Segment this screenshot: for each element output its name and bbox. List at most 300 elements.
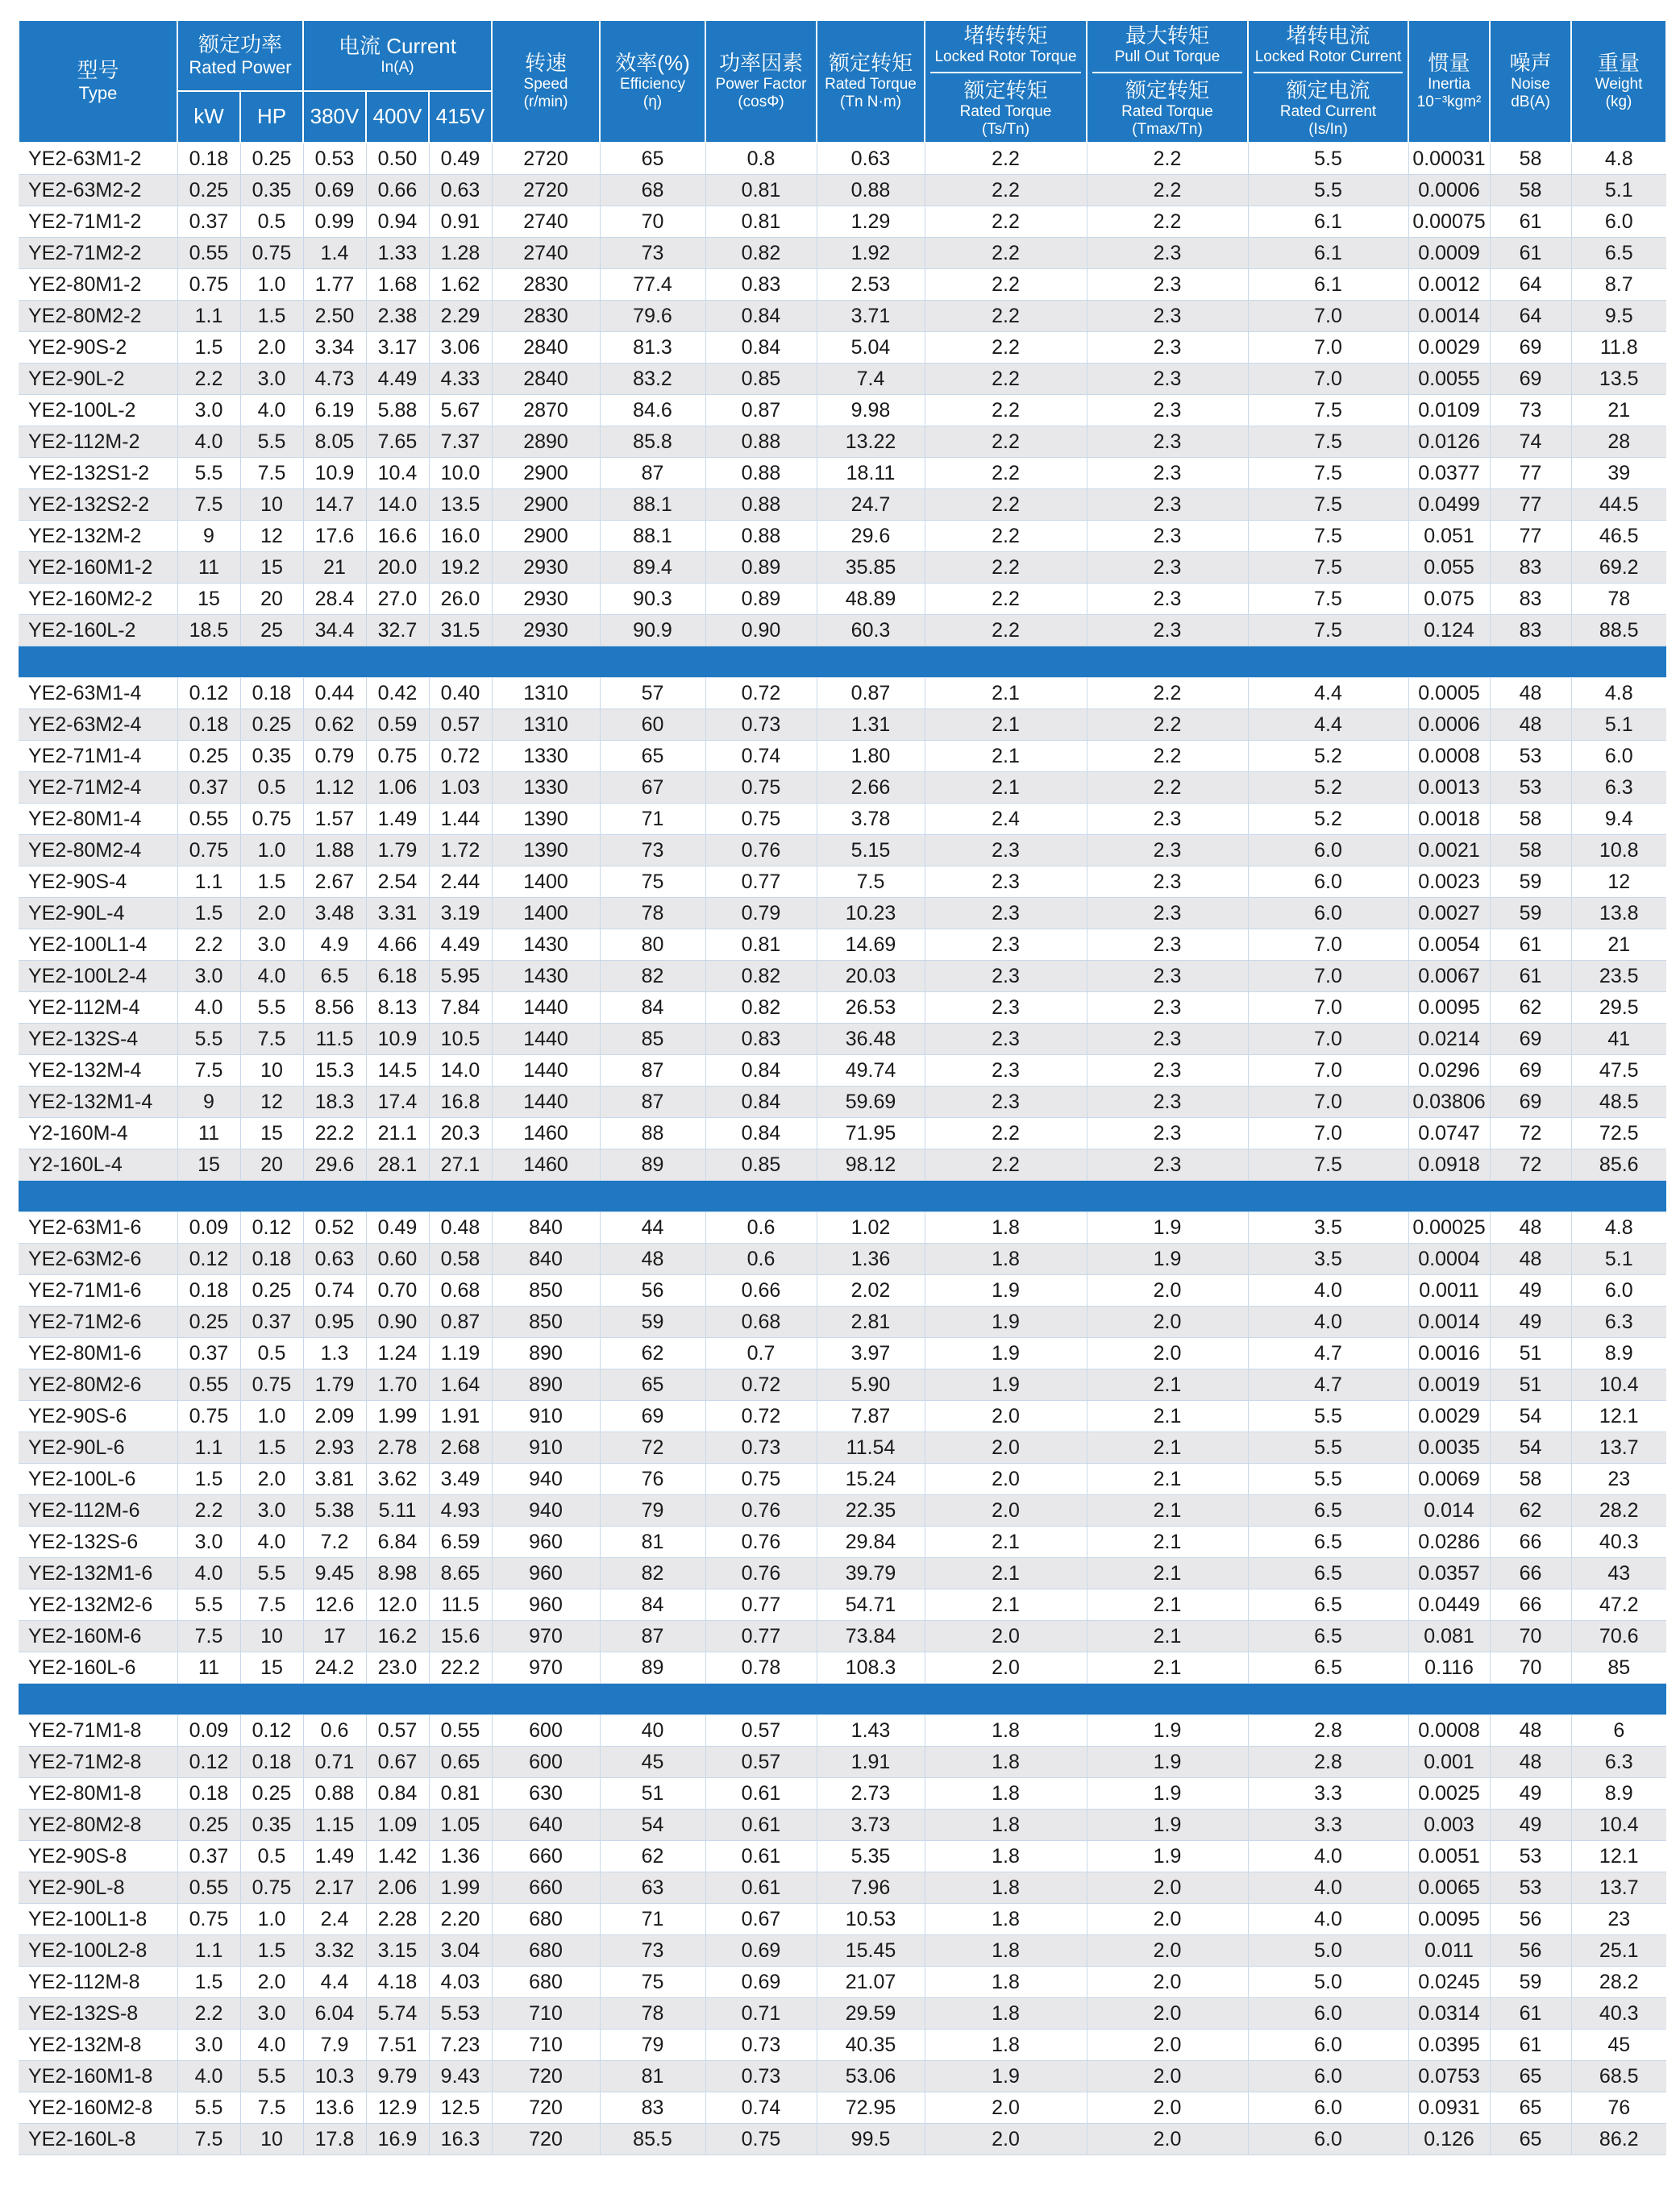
cell-pull-out-torque-ratio: 2.2 [1087, 741, 1248, 772]
cell-rated-torque: 3.73 [817, 1810, 925, 1841]
cell-speed: 910 [492, 1432, 600, 1464]
cell-locked-rotor-torque-ratio: 2.2 [925, 426, 1087, 458]
table-row [19, 143, 1666, 175]
cell-pull-out-torque-ratio: 2.3 [1087, 992, 1248, 1024]
cell-locked-rotor-torque-ratio: 2.1 [925, 1527, 1087, 1558]
table-row [19, 1527, 1666, 1558]
cell-current-400v: 12.0 [366, 1589, 429, 1621]
cell-current-415v: 16.3 [429, 2124, 492, 2155]
cell-weight: 78 [1571, 584, 1666, 615]
cell-current-380v: 24.2 [303, 1652, 366, 1684]
table-row [19, 1967, 1666, 1998]
cell-type: YE2-80M1-6 [19, 1338, 177, 1369]
cell-locked-rotor-torque-ratio: 2.1 [925, 1558, 1087, 1589]
table-row [19, 1589, 1666, 1621]
cell-current-400v: 2.54 [366, 866, 429, 898]
cell-power-factor: 0.72 [705, 1401, 817, 1432]
cell-locked-rotor-torque-ratio: 2.2 [925, 489, 1087, 521]
cell-efficiency: 88.1 [600, 489, 705, 521]
cell-locked-rotor-current-ratio: 6.0 [1248, 835, 1408, 866]
header-unit-380v: 380V [303, 91, 366, 143]
cell-pull-out-torque-ratio: 1.9 [1087, 1715, 1248, 1747]
cell-inertia: 0.081 [1408, 1621, 1490, 1652]
table-row [19, 1432, 1666, 1464]
table-row [19, 1810, 1666, 1841]
cell-speed: 1390 [492, 835, 600, 866]
cell-current-415v: 0.65 [429, 1747, 492, 1778]
cell-current-380v: 0.88 [303, 1778, 366, 1810]
cell-current-380v: 22.2 [303, 1118, 366, 1149]
cell-current-400v: 2.38 [366, 301, 429, 332]
cell-locked-rotor-current-ratio: 7.0 [1248, 961, 1408, 992]
cell-locked-rotor-current-ratio: 5.5 [1248, 1432, 1408, 1464]
cell-current-400v: 27.0 [366, 584, 429, 615]
header-noise: 噪声 Noise dB(A) [1490, 20, 1571, 143]
cell-pull-out-torque-ratio: 2.3 [1087, 489, 1248, 521]
cell-type: YE2-100L1-4 [19, 929, 177, 961]
cell-current-380v: 10.9 [303, 458, 366, 489]
cell-inertia: 0.0109 [1408, 395, 1490, 426]
cell-current-400v: 4.49 [366, 364, 429, 395]
cell-power-factor: 0.76 [705, 835, 817, 866]
cell-weight: 8.9 [1571, 1338, 1666, 1369]
cell-inertia: 0.0126 [1408, 426, 1490, 458]
cell-kw: 7.5 [177, 1621, 240, 1652]
cell-locked-rotor-current-ratio: 7.5 [1248, 395, 1408, 426]
cell-current-415v: 6.59 [429, 1527, 492, 1558]
cell-current-400v: 1.99 [366, 1401, 429, 1432]
cell-power-factor: 0.76 [705, 1527, 817, 1558]
cell-power-factor: 0.77 [705, 1589, 817, 1621]
cell-power-factor: 0.89 [705, 552, 817, 584]
cell-hp: 1.0 [240, 835, 303, 866]
cell-weight: 44.5 [1571, 489, 1666, 521]
cell-efficiency: 83.2 [600, 364, 705, 395]
cell-kw: 2.2 [177, 929, 240, 961]
header-unit-kw: kW [177, 91, 240, 143]
cell-current-415v: 3.04 [429, 1935, 492, 1967]
cell-type: YE2-132M-8 [19, 2030, 177, 2061]
cell-current-400v: 12.9 [366, 2092, 429, 2124]
cell-inertia: 0.126 [1408, 2124, 1490, 2155]
cell-noise: 61 [1490, 961, 1571, 992]
cell-current-415v: 0.91 [429, 206, 492, 238]
cell-type: YE2-100L1-8 [19, 1904, 177, 1935]
cell-rated-torque: 1.02 [817, 1212, 925, 1244]
cell-current-415v: 3.19 [429, 898, 492, 929]
cell-current-415v: 27.1 [429, 1149, 492, 1181]
cell-current-415v: 3.06 [429, 332, 492, 364]
cell-inertia: 0.0286 [1408, 1527, 1490, 1558]
cell-speed: 720 [492, 2092, 600, 2124]
cell-current-415v: 1.19 [429, 1338, 492, 1369]
cell-inertia: 0.0054 [1408, 929, 1490, 961]
table-row [19, 929, 1666, 961]
cell-rated-torque: 5.35 [817, 1841, 925, 1872]
cell-locked-rotor-current-ratio: 2.8 [1248, 1747, 1408, 1778]
cell-speed: 720 [492, 2124, 600, 2155]
cell-hp: 0.35 [240, 175, 303, 206]
cell-rated-torque: 7.87 [817, 1401, 925, 1432]
cell-locked-rotor-torque-ratio: 1.8 [925, 1998, 1087, 2030]
cell-rated-torque: 1.80 [817, 741, 925, 772]
cell-efficiency: 73 [600, 1935, 705, 1967]
cell-current-400v: 16.6 [366, 521, 429, 552]
cell-locked-rotor-current-ratio: 6.5 [1248, 1527, 1408, 1558]
cell-kw: 2.2 [177, 364, 240, 395]
cell-noise: 83 [1490, 552, 1571, 584]
cell-hp: 0.75 [240, 804, 303, 835]
cell-locked-rotor-current-ratio: 7.0 [1248, 929, 1408, 961]
cell-power-factor: 0.76 [705, 1495, 817, 1527]
cell-current-400v: 5.88 [366, 395, 429, 426]
cell-pull-out-torque-ratio: 2.2 [1087, 206, 1248, 238]
cell-rated-torque: 0.88 [817, 175, 925, 206]
header-rated-power: 额定功率 Rated Power [177, 20, 303, 91]
cell-kw: 0.75 [177, 1401, 240, 1432]
cell-type: YE2-112M-2 [19, 426, 177, 458]
cell-current-380v: 10.3 [303, 2061, 366, 2092]
cell-power-factor: 0.8 [705, 143, 817, 175]
table-row [19, 1055, 1666, 1087]
cell-rated-torque: 1.29 [817, 206, 925, 238]
cell-kw: 1.1 [177, 1432, 240, 1464]
cell-kw: 4.0 [177, 1558, 240, 1589]
cell-efficiency: 83 [600, 2092, 705, 2124]
cell-type: YE2-71M2-8 [19, 1747, 177, 1778]
cell-inertia: 0.0019 [1408, 1369, 1490, 1401]
cell-current-415v: 1.62 [429, 269, 492, 301]
cell-locked-rotor-current-ratio: 5.5 [1248, 143, 1408, 175]
cell-current-415v: 8.65 [429, 1558, 492, 1589]
cell-speed: 2900 [492, 489, 600, 521]
cell-current-380v: 0.95 [303, 1307, 366, 1338]
cell-pull-out-torque-ratio: 2.2 [1087, 678, 1248, 709]
cell-noise: 69 [1490, 364, 1571, 395]
cell-inertia: 0.0747 [1408, 1118, 1490, 1149]
cell-hp: 2.0 [240, 1967, 303, 1998]
cell-kw: 18.5 [177, 615, 240, 646]
cell-hp: 0.75 [240, 238, 303, 269]
cell-hp: 5.5 [240, 1558, 303, 1589]
cell-efficiency: 69 [600, 1401, 705, 1432]
cell-locked-rotor-torque-ratio: 2.3 [925, 835, 1087, 866]
cell-speed: 2900 [492, 458, 600, 489]
cell-locked-rotor-current-ratio: 3.3 [1248, 1810, 1408, 1841]
cell-hp: 5.5 [240, 992, 303, 1024]
cell-type: YE2-112M-6 [19, 1495, 177, 1527]
cell-pull-out-torque-ratio: 2.0 [1087, 1935, 1248, 1967]
table-row [19, 552, 1666, 584]
cell-weight: 28.2 [1571, 1495, 1666, 1527]
cell-current-415v: 1.72 [429, 835, 492, 866]
cell-kw: 5.5 [177, 1024, 240, 1055]
cell-current-380v: 0.63 [303, 1244, 366, 1275]
cell-noise: 66 [1490, 1558, 1571, 1589]
cell-weight: 6.5 [1571, 238, 1666, 269]
cell-type: YE2-80M2-6 [19, 1369, 177, 1401]
cell-locked-rotor-current-ratio: 7.5 [1248, 489, 1408, 521]
cell-kw: 1.5 [177, 332, 240, 364]
cell-current-415v: 0.48 [429, 1212, 492, 1244]
cell-current-415v: 5.95 [429, 961, 492, 992]
cell-noise: 61 [1490, 929, 1571, 961]
cell-locked-rotor-current-ratio: 6.0 [1248, 1998, 1408, 2030]
cell-hp: 0.5 [240, 1841, 303, 1872]
cell-inertia: 0.0016 [1408, 1338, 1490, 1369]
cell-weight: 85 [1571, 1652, 1666, 1684]
cell-type: YE2-100L2-4 [19, 961, 177, 992]
cell-weight: 47.2 [1571, 1589, 1666, 1621]
cell-type: YE2-90S-2 [19, 332, 177, 364]
table-row [19, 961, 1666, 992]
cell-hp: 2.0 [240, 332, 303, 364]
cell-noise: 77 [1490, 521, 1571, 552]
cell-current-380v: 3.34 [303, 332, 366, 364]
cell-hp: 10 [240, 489, 303, 521]
cell-hp: 1.0 [240, 269, 303, 301]
cell-hp: 0.5 [240, 772, 303, 804]
cell-current-400v: 0.90 [366, 1307, 429, 1338]
cell-current-415v: 20.3 [429, 1118, 492, 1149]
table-row [19, 1747, 1666, 1778]
cell-power-factor: 0.68 [705, 1307, 817, 1338]
cell-pull-out-torque-ratio: 2.3 [1087, 584, 1248, 615]
cell-efficiency: 82 [600, 1558, 705, 1589]
cell-kw: 1.5 [177, 1967, 240, 1998]
cell-current-400v: 4.18 [366, 1967, 429, 1998]
cell-power-factor: 0.90 [705, 615, 817, 646]
table-row [19, 584, 1666, 615]
cell-efficiency: 87 [600, 1087, 705, 1118]
cell-noise: 62 [1490, 1495, 1571, 1527]
cell-hp: 0.25 [240, 1778, 303, 1810]
cell-speed: 2840 [492, 332, 600, 364]
cell-hp: 0.25 [240, 1275, 303, 1307]
cell-current-380v: 9.45 [303, 1558, 366, 1589]
cell-current-415v: 10.0 [429, 458, 492, 489]
cell-current-400v: 0.60 [366, 1244, 429, 1275]
cell-weight: 13.8 [1571, 898, 1666, 929]
cell-current-400v: 9.79 [366, 2061, 429, 2092]
table-row [19, 1904, 1666, 1935]
cell-rated-torque: 1.31 [817, 709, 925, 741]
cell-efficiency: 75 [600, 866, 705, 898]
cell-type: YE2-90L-2 [19, 364, 177, 395]
cell-pull-out-torque-ratio: 2.1 [1087, 1369, 1248, 1401]
cell-hp: 15 [240, 1652, 303, 1684]
cell-efficiency: 71 [600, 1904, 705, 1935]
cell-rated-torque: 0.87 [817, 678, 925, 709]
cell-noise: 49 [1490, 1275, 1571, 1307]
cell-inertia: 0.0931 [1408, 2092, 1490, 2124]
cell-weight: 69.2 [1571, 552, 1666, 584]
cell-speed: 660 [492, 1841, 600, 1872]
cell-current-380v: 0.71 [303, 1747, 366, 1778]
cell-noise: 58 [1490, 804, 1571, 835]
cell-rated-torque: 7.4 [817, 364, 925, 395]
cell-speed: 2930 [492, 552, 600, 584]
cell-noise: 58 [1490, 835, 1571, 866]
cell-current-380v: 18.3 [303, 1087, 366, 1118]
cell-speed: 960 [492, 1558, 600, 1589]
cell-current-400v: 6.18 [366, 961, 429, 992]
cell-rated-torque: 11.54 [817, 1432, 925, 1464]
cell-type: YE2-71M1-6 [19, 1275, 177, 1307]
cell-current-415v: 4.93 [429, 1495, 492, 1527]
cell-noise: 69 [1490, 1087, 1571, 1118]
cell-locked-rotor-current-ratio: 5.5 [1248, 1401, 1408, 1432]
cell-current-380v: 13.6 [303, 2092, 366, 2124]
cell-rated-torque: 7.5 [817, 866, 925, 898]
cell-current-415v: 1.91 [429, 1401, 492, 1432]
header-efficiency: 效率(%) Efficiency (η) [600, 20, 705, 143]
cell-power-factor: 0.57 [705, 1747, 817, 1778]
cell-current-415v: 11.5 [429, 1589, 492, 1621]
cell-current-380v: 0.62 [303, 709, 366, 741]
cell-speed: 2870 [492, 395, 600, 426]
cell-current-415v: 0.49 [429, 143, 492, 175]
cell-current-415v: 5.67 [429, 395, 492, 426]
cell-current-400v: 1.42 [366, 1841, 429, 1872]
cell-speed: 970 [492, 1652, 600, 1684]
cell-hp: 15 [240, 552, 303, 584]
cell-pull-out-torque-ratio: 2.3 [1087, 552, 1248, 584]
cell-efficiency: 71 [600, 804, 705, 835]
cell-rated-torque: 24.7 [817, 489, 925, 521]
cell-rated-torque: 53.06 [817, 2061, 925, 2092]
cell-weight: 43 [1571, 1558, 1666, 1589]
cell-power-factor: 0.82 [705, 238, 817, 269]
cell-locked-rotor-torque-ratio: 1.8 [925, 1904, 1087, 1935]
cell-locked-rotor-current-ratio: 4.7 [1248, 1369, 1408, 1401]
cell-rated-torque: 9.98 [817, 395, 925, 426]
cell-locked-rotor-torque-ratio: 2.2 [925, 552, 1087, 584]
cell-locked-rotor-torque-ratio: 2.2 [925, 395, 1087, 426]
cell-kw: 1.1 [177, 301, 240, 332]
cell-inertia: 0.0055 [1408, 364, 1490, 395]
cell-hp: 1.5 [240, 1935, 303, 1967]
cell-hp: 1.5 [240, 301, 303, 332]
cell-current-380v: 4.4 [303, 1967, 366, 1998]
cell-weight: 6.3 [1571, 772, 1666, 804]
cell-current-400v: 1.70 [366, 1369, 429, 1401]
cell-noise: 77 [1490, 489, 1571, 521]
cell-locked-rotor-torque-ratio: 2.0 [925, 1621, 1087, 1652]
cell-efficiency: 68 [600, 175, 705, 206]
cell-noise: 54 [1490, 1432, 1571, 1464]
cell-weight: 5.1 [1571, 1244, 1666, 1275]
cell-current-415v: 5.53 [429, 1998, 492, 2030]
cell-speed: 640 [492, 1810, 600, 1841]
cell-locked-rotor-torque-ratio: 2.2 [925, 269, 1087, 301]
cell-type: Y2-160L-4 [19, 1149, 177, 1181]
cell-power-factor: 0.61 [705, 1841, 817, 1872]
cell-hp: 0.18 [240, 678, 303, 709]
table-row [19, 332, 1666, 364]
cell-locked-rotor-torque-ratio: 2.2 [925, 458, 1087, 489]
cell-efficiency: 87 [600, 1055, 705, 1087]
header-power-factor: 功率因素 Power Factor (cosΦ) [705, 20, 817, 143]
cell-hp: 25 [240, 615, 303, 646]
cell-kw: 0.12 [177, 678, 240, 709]
cell-current-380v: 6.19 [303, 395, 366, 426]
cell-current-415v: 14.0 [429, 1055, 492, 1087]
cell-hp: 0.12 [240, 1212, 303, 1244]
cell-weight: 40.3 [1571, 1998, 1666, 2030]
cell-rated-torque: 20.03 [817, 961, 925, 992]
cell-speed: 890 [492, 1338, 600, 1369]
cell-kw: 15 [177, 1149, 240, 1181]
cell-type: YE2-132M1-6 [19, 1558, 177, 1589]
cell-pull-out-torque-ratio: 1.9 [1087, 1841, 1248, 1872]
cell-current-415v: 9.43 [429, 2061, 492, 2092]
cell-current-380v: 8.05 [303, 426, 366, 458]
cell-inertia: 0.0006 [1408, 709, 1490, 741]
cell-rated-torque: 2.81 [817, 1307, 925, 1338]
cell-locked-rotor-current-ratio: 7.0 [1248, 1087, 1408, 1118]
cell-type: YE2-71M1-4 [19, 741, 177, 772]
cell-noise: 65 [1490, 2124, 1571, 2155]
cell-locked-rotor-torque-ratio: 2.2 [925, 1149, 1087, 1181]
cell-rated-torque: 10.23 [817, 898, 925, 929]
cell-current-400v: 0.59 [366, 709, 429, 741]
cell-speed: 660 [492, 1872, 600, 1904]
cell-noise: 56 [1490, 1935, 1571, 1967]
cell-type: YE2-100L-2 [19, 395, 177, 426]
cell-hp: 1.5 [240, 1432, 303, 1464]
cell-current-380v: 2.4 [303, 1904, 366, 1935]
cell-efficiency: 56 [600, 1275, 705, 1307]
cell-efficiency: 51 [600, 1778, 705, 1810]
cell-speed: 680 [492, 1967, 600, 1998]
cell-locked-rotor-torque-ratio: 2.2 [925, 143, 1087, 175]
cell-weight: 8.9 [1571, 1778, 1666, 1810]
cell-kw: 0.25 [177, 1810, 240, 1841]
cell-locked-rotor-current-ratio: 4.7 [1248, 1338, 1408, 1369]
cell-current-415v: 22.2 [429, 1652, 492, 1684]
cell-type: YE2-160M1-2 [19, 552, 177, 584]
cell-hp: 0.75 [240, 1369, 303, 1401]
cell-speed: 840 [492, 1244, 600, 1275]
cell-speed: 2740 [492, 206, 600, 238]
cell-efficiency: 70 [600, 206, 705, 238]
table-row [19, 615, 1666, 646]
cell-kw: 9 [177, 521, 240, 552]
cell-speed: 2930 [492, 584, 600, 615]
cell-current-380v: 2.09 [303, 1401, 366, 1432]
cell-weight: 6.3 [1571, 1307, 1666, 1338]
cell-locked-rotor-current-ratio: 6.1 [1248, 238, 1408, 269]
cell-pull-out-torque-ratio: 2.3 [1087, 238, 1248, 269]
cell-power-factor: 0.71 [705, 1998, 817, 2030]
cell-power-factor: 0.84 [705, 1087, 817, 1118]
cell-pull-out-torque-ratio: 2.2 [1087, 709, 1248, 741]
cell-noise: 61 [1490, 206, 1571, 238]
cell-weight: 39 [1571, 458, 1666, 489]
cell-inertia: 0.0051 [1408, 1841, 1490, 1872]
table-row [19, 866, 1666, 898]
cell-current-400v: 21.1 [366, 1118, 429, 1149]
cell-rated-torque: 1.92 [817, 238, 925, 269]
cell-power-factor: 0.66 [705, 1275, 817, 1307]
cell-noise: 66 [1490, 1527, 1571, 1558]
cell-noise: 70 [1490, 1621, 1571, 1652]
cell-current-415v: 15.6 [429, 1621, 492, 1652]
table-row [19, 804, 1666, 835]
cell-pull-out-torque-ratio: 2.3 [1087, 804, 1248, 835]
cell-current-415v: 2.68 [429, 1432, 492, 1464]
